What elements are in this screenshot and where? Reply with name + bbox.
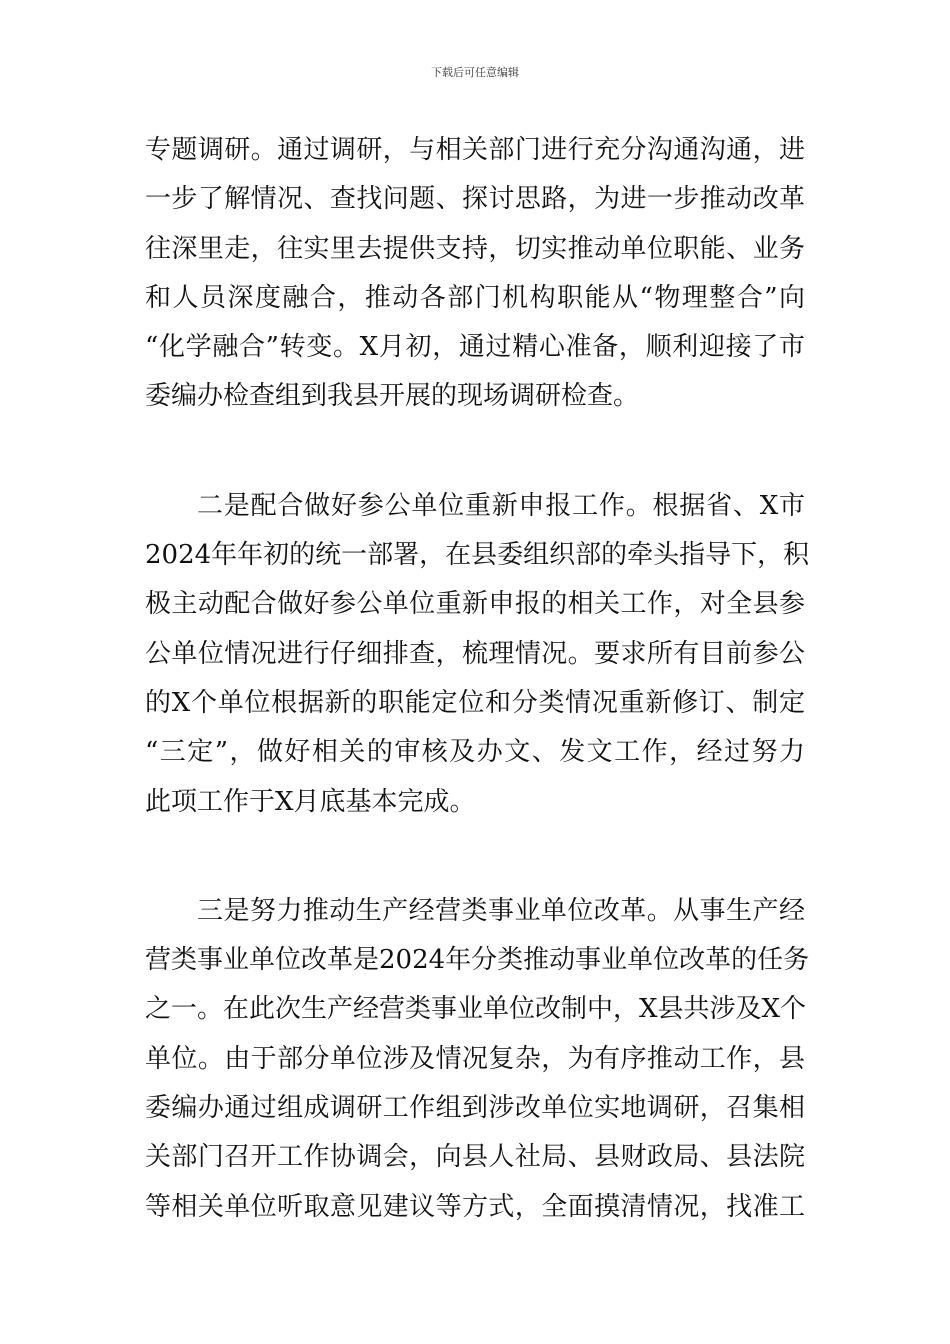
page-header: 下载后可任意编辑 bbox=[431, 66, 519, 79]
text-line: 的X个单位根据新的职能定位和分类情况重新修订、制定 bbox=[145, 687, 805, 718]
text-line: 专题调研。通过调研，与相关部门进行充分沟通沟通，进 bbox=[145, 135, 805, 165]
text-line: 委编办通过组成调研工作组到涉改单位实地调研，召集相 bbox=[145, 1093, 805, 1124]
text-line: 三是努力推动生产经营类事业单位改革。从事生产经 bbox=[197, 895, 805, 926]
text-line: 二是配合做好参公单位重新申报工作。根据省、X市 bbox=[197, 490, 805, 521]
text-line: 此项工作于X月底基本完成。 bbox=[145, 786, 476, 817]
document-body bbox=[145, 126, 810, 1292]
text-line: 之一。在此次生产经营类事业单位改制中，X县共涉及X个 bbox=[145, 994, 807, 1025]
text-line: 等相关单位听取意见建议等方式，全面摸清情况，找准工 bbox=[145, 1191, 805, 1222]
text-line: “三定”，做好相关的审核及办文、发文工作，经过努力 bbox=[145, 737, 805, 768]
text-line: 关部门召开工作协调会，向县人社局、县财政局、县法院 bbox=[145, 1142, 805, 1173]
text-line: “化学融合”转变。X月初，通过精心准备，顺利迎接了市 bbox=[145, 332, 805, 363]
text-line: 委编办检查组到我县开展的现场调研检查。 bbox=[145, 381, 640, 412]
text-line: 往深里走，往实里去提供支持，切实推动单位职能、业务 bbox=[145, 233, 805, 264]
paragraph-2 bbox=[145, 482, 810, 827]
text-line: 公单位情况进行仔细排查，梳理情况。要求所有目前参公 bbox=[145, 638, 805, 669]
text-line: 极主动配合做好参公单位重新申报的相关工作，对全县参 bbox=[145, 589, 805, 620]
paragraph-1 bbox=[145, 126, 805, 422]
paragraph-3 bbox=[145, 887, 810, 1232]
text-line: 一步了解情况、查找问题、探讨思路，为进一步推动改革 bbox=[145, 184, 805, 215]
text-line: 单位。由于部分单位涉及情况复杂，为有序推动工作，县 bbox=[145, 1043, 805, 1074]
text-line: 营类事业单位改革是2024年分类推动事业单位改革的任务 bbox=[145, 945, 810, 976]
text-line: 2024年年初的统一部署，在县委组织部的牵头指导下，积 bbox=[145, 540, 810, 571]
text-line: 和人员深度融合，推动各部门机构职能从“物理整合”向 bbox=[145, 282, 805, 313]
